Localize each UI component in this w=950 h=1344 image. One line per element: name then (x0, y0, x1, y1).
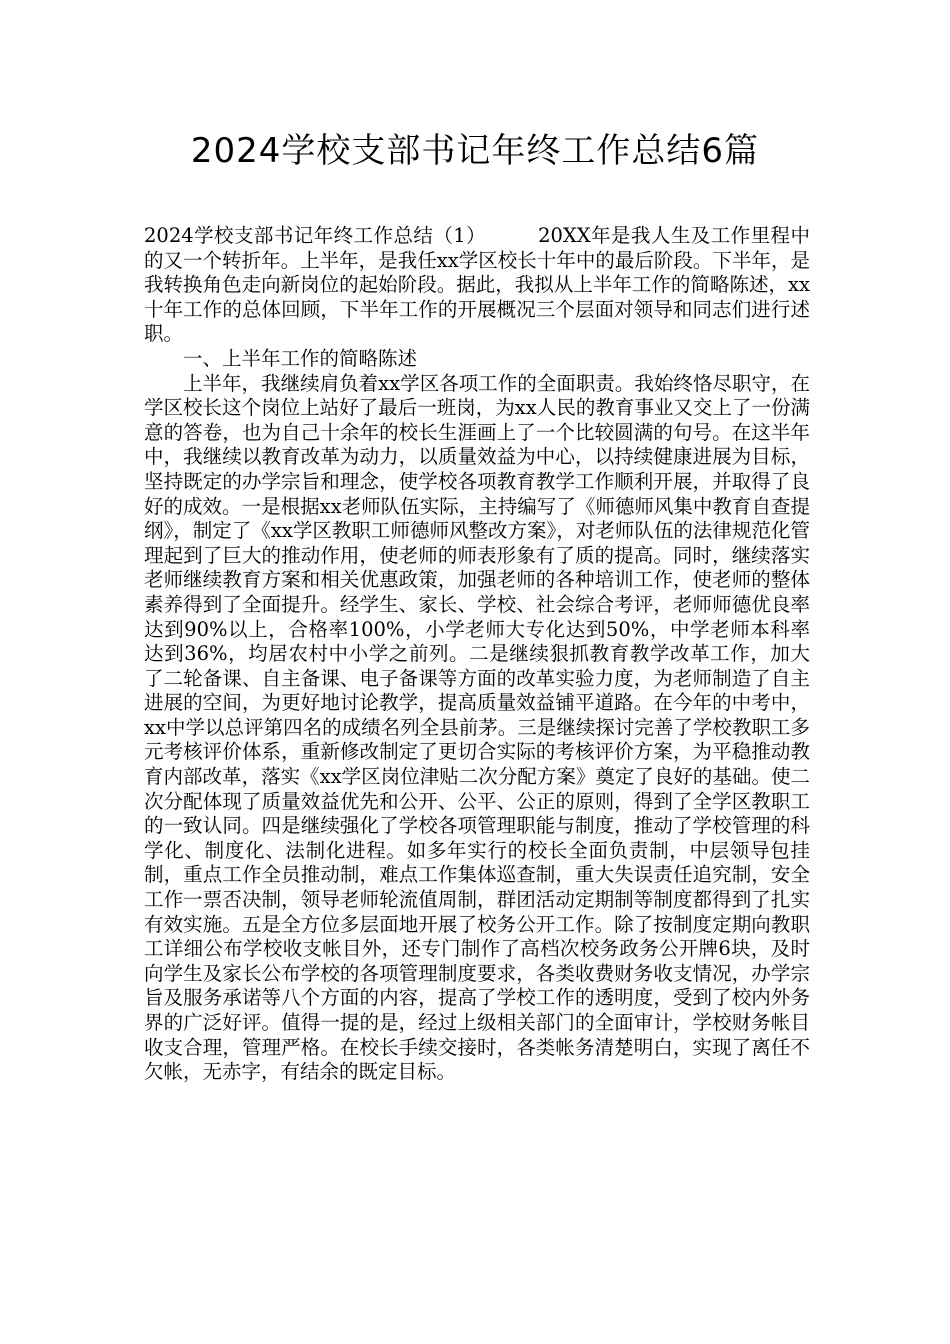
document-title: 2024学校支部书记年终工作总结6篇 (190, 131, 760, 171)
article-subtitle: 2024学校支部书记年终工作总结（1） (144, 224, 487, 247)
intro-text: 20XX年是我人生及工作里程中的又一个转折年。上半年，是我任xx学区校长十年中的最后阶段。下半年，是我转换角色走向新岗位的起始阶段。据此，我拟从上半年工作的简略陈述，xx十年工作的总体回顾，下半年工作的开展概况三个层面对领导和同志们进行述职。 (144, 224, 810, 346)
section-body-paragraph: 上半年，我继续肩负着xx学区各项工作的全面职责。我始终恪尽职守，在学区校长这个岗位上站好了最后一班岗，为xx人民的教育事业又交上了一份满意的答卷，也为自己十余年的校长生涯画上了一个比较圆满的句号。在这半年中，我继续以教育改革为动力，以质量效益为中心，以持续健康进展为目标，坚持既定的办学宗旨和理念，使学校各项教育教学工作顺利开展，并取得了良好的成效。一是根据xx老师队伍实际，主持编写了《师德师风集中教育自查提纲》，制定了《xx学区教职工师德师风整改方案》，对老师队伍的法律规范化管理起到了巨大的推动作用，使老师的师表形象有了质的提高。同时，继续落实老师继续教育方案和相关优惠政策，加强老师的各种培训工作，使老师的整体素养得到了全面提升。经学生、家长、学校、社会综合考评，老师师德优良率达到90%以上，合格率100%，小学老师大专化达到50%，中学老师本科率达到36%，均居农村中小学之前列。二是继续狠抓教育教学改革工作，加大了二轮备课、自主备课、电子备课等方面的改革实验力度，为老师制造了自主进展的空间，为更好地讨论教学，提高质量效益铺平道路。在今年的中考中，xx中学以总评第四名的成绩名列全县前茅。三是继续探讨完善了学校教职工多元考核评价体系，重新修改制定了更切合实际的考核评价方案，为平稳推动教育内部改革，落实《xx学区岗位津贴二次分配方案》奠定了良好的基础。使二次分配体现了质量效益优先和公开、公平、公正的原则，得到了全学区教职工的一致认同。四是继续强化了学校各项管理职能与制度，推动了学校管理的科学化、制度化、法制化进程。如多年实行的校长全面负责制，中层领导包挂制，重点工作全员推动制，难点工作集体巡查制，重大失误责任追究制，安全工作一票否决制，领导老师轮流值周制，群团活动定期制等制度都得到了扎实有效实施。五是全方位多层面地开展了校务公开工作。除了按制度定期向教职工详细公布学校收支帐目外，还专门制作了高档次校务政务公开牌6块，及时向学生及家长公布学校的各项管理制度要求，各类收费财务收支情况，办学宗旨及服务承诺等八个方面的内容，提高了学校工作的透明度，受到了校内外务界的广泛好评。值得一提的是，经过上级相关部门的全面审计，学校财务帐目收支合理，管理严格。在校长手续交接时，各类帐务清楚明白，实现了离任不欠帐，无赤字，有结余的既定目标。 (144, 371, 810, 1084)
document-body (144, 224, 810, 1085)
section-heading: 一、上半年工作的简略陈述 (183, 346, 418, 370)
intro-paragraph (144, 224, 810, 347)
